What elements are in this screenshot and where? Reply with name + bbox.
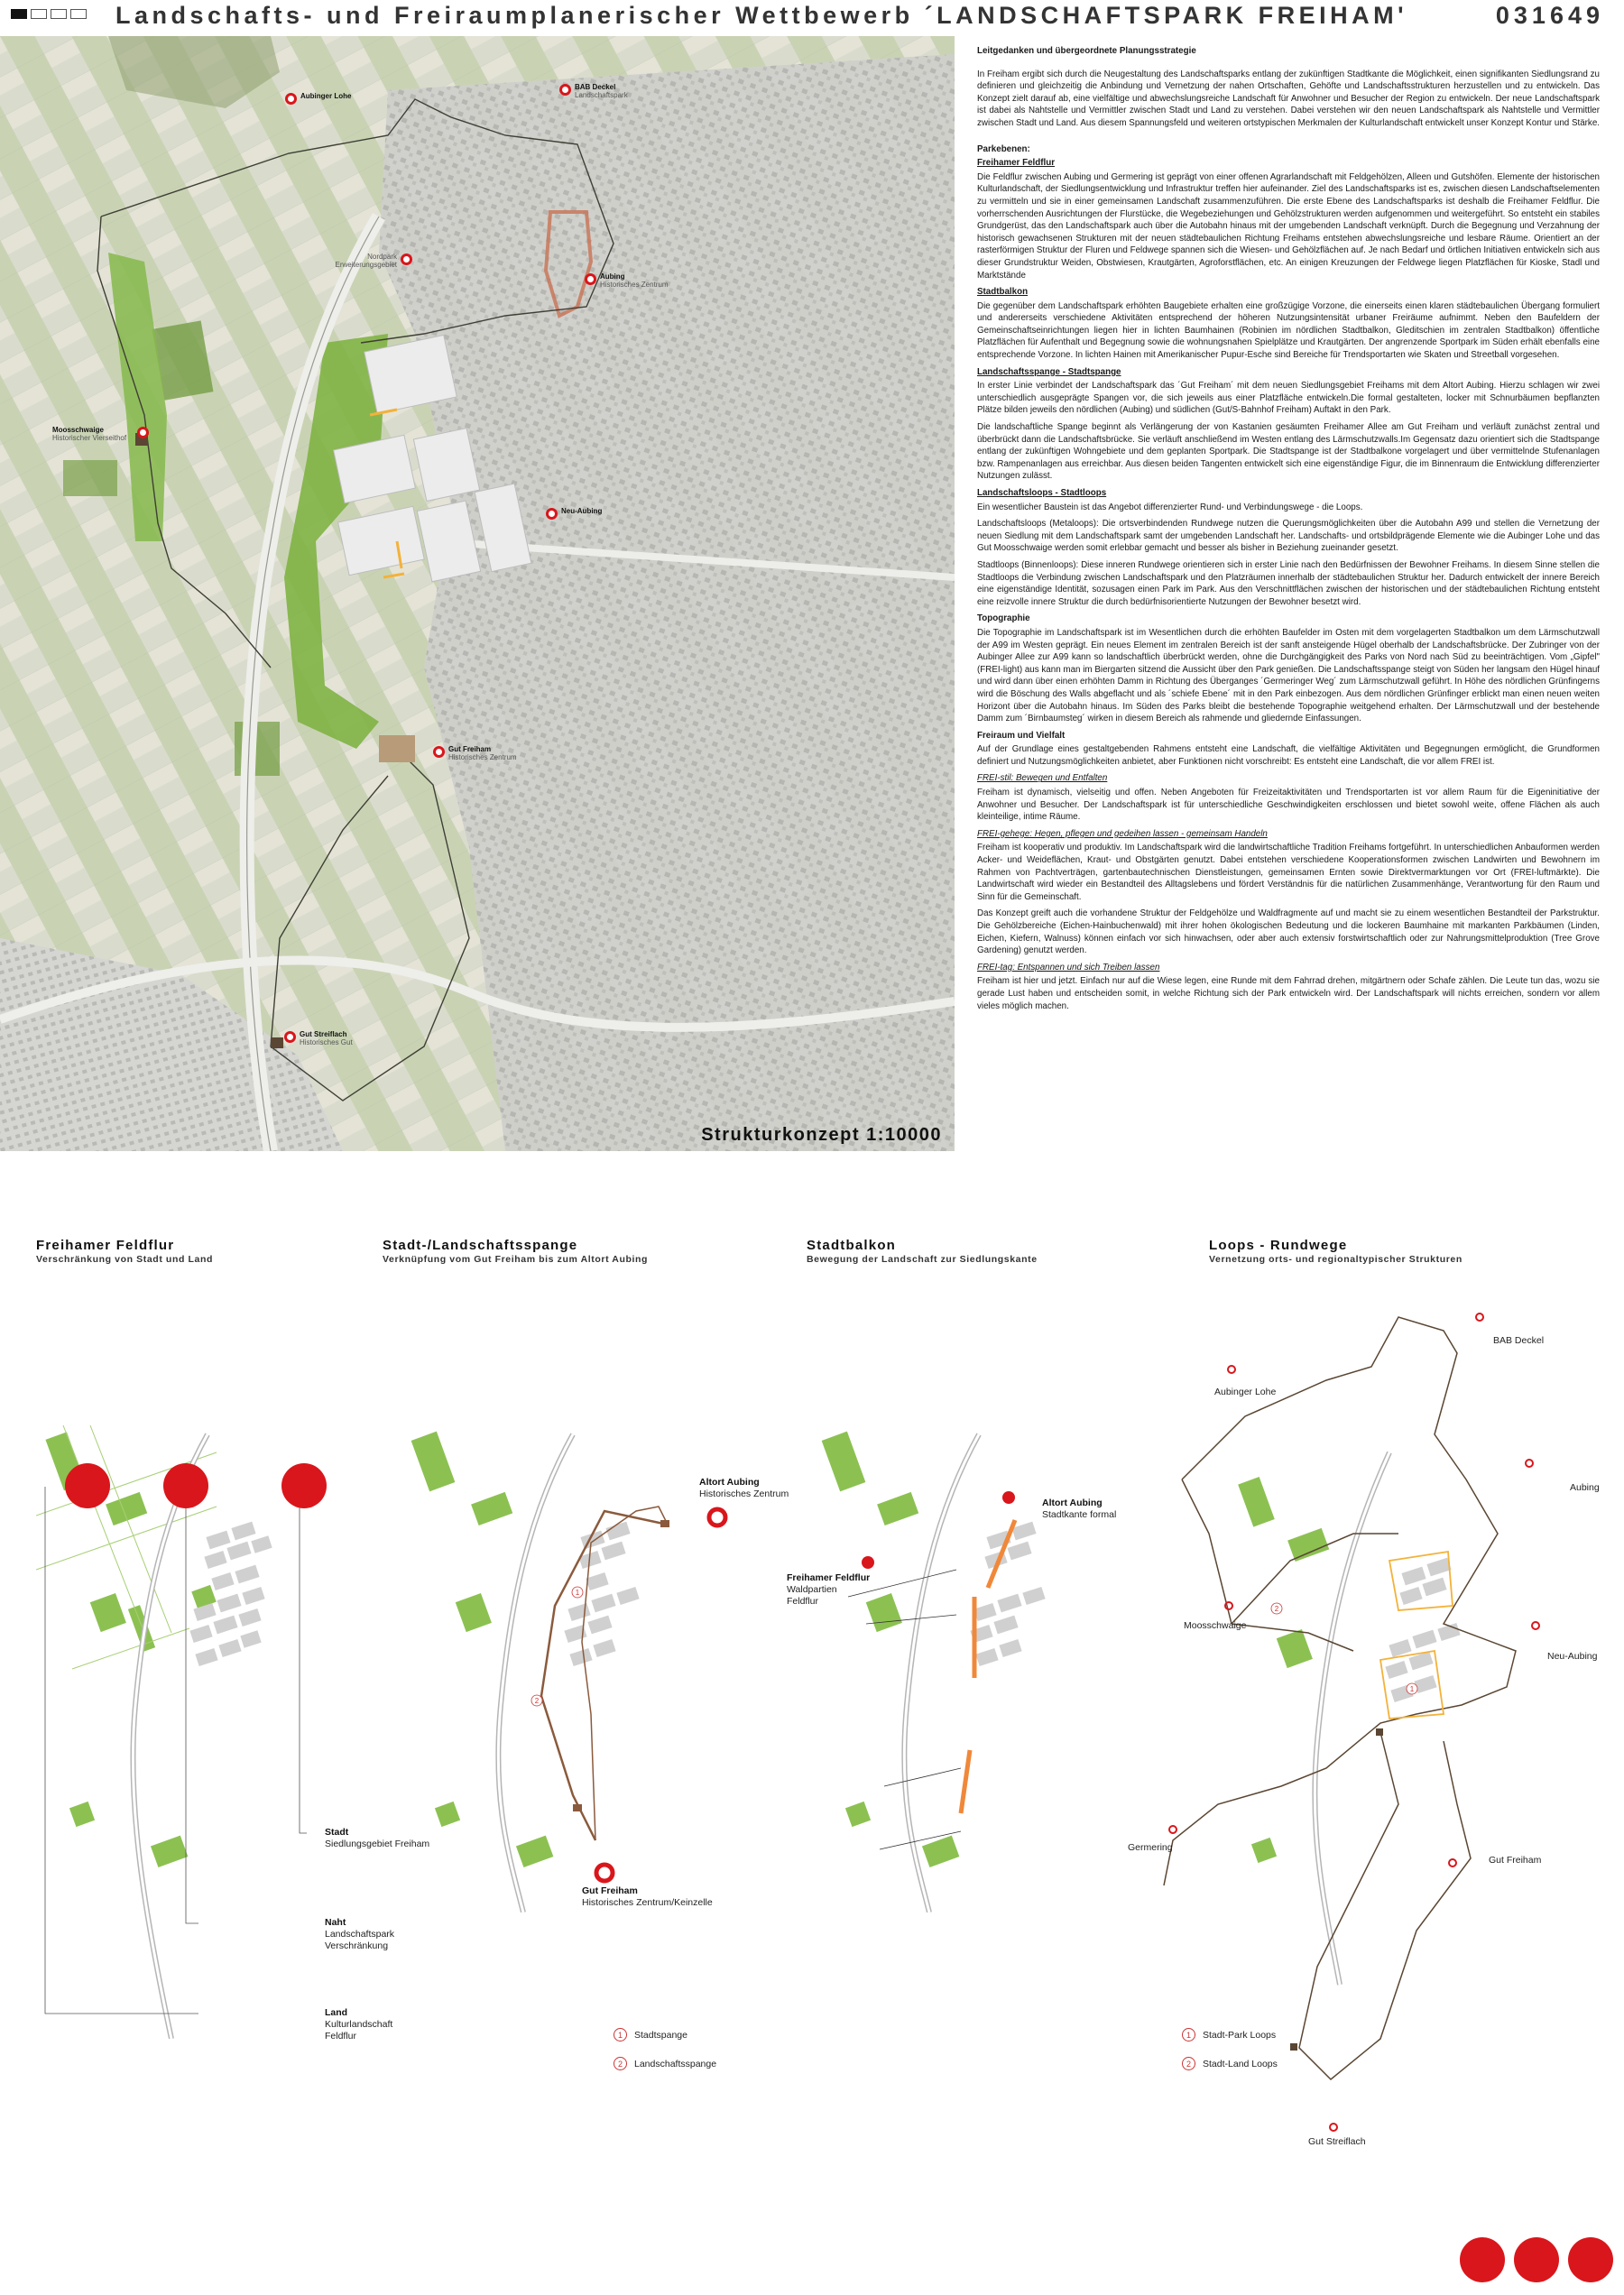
paragraph: Die landschaftliche Spange beginnt als Verlängerung der von Kastanien gesäumten Freihamer Allee am Gut Freiham und verläuft zunächst zentral und überbrückt dann die Landschaftsbrücke. Sie verläuft anschließend im Westen entlang des Lärmschutzwalls.Im Gegensatz dazu orientiert sich die Stadtspange entlang der zukünftigen Wohngebiete und dem geplanten Sportpark. Die Stadtspange ist der Stadtbalkone vorgelagert und über vermittelnde Stufenanlagen bzw. Rampenanlagen aus erreichbar. Aus diesen beiden Tangenten entwickelt sich eine eigenständige Figur, die im Binnenraum die Entwicklung differenzierter Nutzungen zulässt.	[977, 422, 1600, 482]
legend-label: Stadtspange	[634, 2029, 687, 2041]
legend-landschaftsspange	[614, 2057, 716, 2070]
heading: Landschaftsspange - Stadtspange	[977, 366, 1121, 377]
paragraph: Landschaftsloops (Metaloops): Die ortsverbindenden Rundwege nutzen die Querungsmöglichkeiten über die Autobahn A99 und stellen die Vernetzung der neuen Siedlung mit dem Landschaftspark samt der umgebenden Landschaft her. Landschafts- und ortsbildprägende Elemente wie die Aubinger Lohe und das Gut Moosschwaige werden somit erlebbar gemacht und besser als bisher in Beziehung zueinander gesetzt.	[977, 519, 1600, 554]
label-feldflur	[787, 1572, 870, 1608]
heading: Freiraum und Vielfalt	[977, 730, 1066, 741]
poi-moosschwaige[interactable]	[52, 426, 149, 442]
legend-stadt-land-loops	[1182, 2057, 1278, 2070]
label-bab-deckel: BAB Deckel	[1493, 1335, 1545, 1346]
paragraph: Freiham ist hier und jetzt. Einfach nur auf die Wiese legen, eine Runde mit dem Fahrrad drehen, mitgärtnern oder Schafe zählen. Die Leute tun das, wozu sie gerade Lust haben und entscheiden somit, in welche Richtung sich der Park entwickeln wird. Der Landschaftspark will nichts erreichen, sondern vor allem vieles möglich machen.	[977, 976, 1600, 1011]
panel-title-loops: Loops - Rundwege	[1209, 1238, 1348, 1253]
sheet-indicator-box	[70, 9, 87, 19]
label-neu-aubing: Neu-Aubing	[1547, 1651, 1598, 1662]
structure-map	[0, 36, 955, 1151]
label-title: Gut Freiham	[582, 1885, 638, 1896]
legend-stadtspange	[614, 2028, 687, 2042]
poi-aubing[interactable]	[585, 272, 669, 289]
leader-lines	[45, 1481, 307, 2014]
poi-nordpark[interactable]	[325, 253, 412, 269]
gut-freiham-buildings	[379, 735, 415, 762]
paragraph: In erster Linie verbindet der Landschaftspark das ´Gut Freiham´ mit dem neuen Siedlungsgebiet Freihams mit dem Altort Aubing. Hierzu schlagen wir zwei unterschiedlich ausgeprägte Spangen vor, die sich jeweils aus einer Platzfläche entwickeln.Die formal gestalteten, locker mit Schnurbäumen bepflanzten Plätze bilden jeweils den nördlichen (Aubing) und südlichen (Gut/S-Bahnhof Freiham) Auftakt in den Park.	[977, 381, 1600, 416]
label-gut-freiham	[582, 1885, 713, 1909]
heading: FREI-gehege: Hegen, pflegen und gedeihen lassen - gemeinsam Handeln	[977, 828, 1268, 839]
factory-icon	[1568, 2237, 1613, 2282]
poi-subtitle: Nordpark Erweiterungsgebiet	[335, 253, 397, 269]
poi-subtitle: Landschaftspark	[575, 91, 628, 99]
label-stadtkante	[1042, 1498, 1116, 1521]
label-aubing: Aubing	[1570, 1482, 1600, 1493]
poi-aubinger-lohe[interactable]	[285, 92, 351, 105]
panel-title-stadtbalkon: Stadtbalkon	[807, 1238, 897, 1253]
heading: Leitgedanken und übergeordnete Planungsstrategie	[977, 46, 1196, 56]
sheet-indicator	[11, 9, 87, 19]
panel-subtitle-loops: Vernetzung orts- und regionaltypischer Strukturen	[1209, 1254, 1463, 1265]
paragraph: Das Konzept greift auch die vorhandene Struktur der Feldgehölze und Waldfragmente auf und macht sie zu einem wesentlichen Bestandteil der Parkstruktur. Die Gehölzbereiche (Eichen-Hainbuchenwald) mit ihrer hohen ökologischen Bedeutung und die lockeren Baumhaine mit markanten Parkbäumen (Linden, Eichen, Kiefern, Walnuss) können einfach vor sich hinwachsen, oder aber auch extensiv forstwirtschaftlich oder zur Nahrungsmittelproduktion (Tree Grove Gardening) genutzt werden.	[977, 908, 1600, 956]
panel-title-feldflur: Freihamer Feldflur	[36, 1238, 175, 1253]
label-title: Altort Aubing	[699, 1477, 760, 1488]
spange-node	[660, 1520, 669, 1527]
label-title: Land	[325, 2007, 348, 2018]
farm-icon	[1460, 2237, 1505, 2282]
spange-node	[573, 1804, 582, 1811]
label-title: Stadt	[325, 1827, 349, 1838]
loop-node	[1376, 1728, 1383, 1736]
paragraph: Die Feldflur zwischen Aubing und Germering ist geprägt von einer offenen Agrarlandschaft mit Feldgehölzen, Alleen und Gutshöfen. Elemente der historischen Kulturlandschaft, der Siedlungsentwicklung und Infrastruktur treffen hier aufeinander. Ziel des Landschaftsparks ist es, zwischen diesen Landschaftselementen zu vermitteln und sie in einer gemeinsamen Landschaft zusammenzuführen. Die erste Ebene des Landschaftsparks ist deshalb die Freihamer Feldflur. Die vorherrschenden Ausrichtungen der Flurstücke, die Wegebeziehungen und Gehölzstrukturen werden aufgenommen und weitergeführt. So entsteht ein stabiles Grundgerüst, das den Landschaftspark auch über die Autobahn hinaus mit der umgebenden Landschaft verknüpft. Durch die Begegnung und Verzahnung der historisch gewachsenen Strukturen mit der neuen städtebaulichen Richtung Freihams entstehen abwechslungsreiche und lesbare Räume. Orientiert an der rasterförmigen Struktur der Fluren und Feldwege spannen sich die Wiesen- und Gehölzflächen auf. Je nach Bedarf und örtlichen Initiativen entwickeln sich aus dieser Grundstruktur Weiden, Obstwiesen, Krautgärten, Agroforstflächen, etc. An einigen Kreuzungen der Feldwege liegen Platzflächen für Kioske, Stadl und Marktstände	[977, 171, 1600, 281]
factory-icon	[281, 1463, 327, 1508]
heading: FREI-stil: Bewegen und Entfalten	[977, 773, 1108, 784]
label-title: Altort Aubing	[1042, 1498, 1103, 1508]
heading: Landschaftsloops - Stadtloops	[977, 488, 1107, 498]
poi-subtitle: Historischer Vierseithof	[52, 434, 127, 442]
poi-subtitle: Historisches Zentrum	[600, 281, 669, 289]
label-text: Siedlungsgebiet Freiham	[325, 1839, 430, 1849]
location-marker-icon	[285, 93, 297, 105]
forest-patch	[63, 460, 117, 496]
poi-bab-deckel[interactable]	[559, 83, 628, 99]
location-marker-icon	[433, 746, 445, 758]
panel-subtitle-feldflur: Verschränkung von Stadt und Land	[36, 1254, 213, 1265]
feldflur-marker	[862, 1556, 874, 1569]
landschaftsspange-path	[541, 1511, 668, 1840]
paragraph: Freiham ist kooperativ und produktiv. Im Landschaftspark wird die landwirtschaftliche Tradition Freihams fortgeführt. In unterschiedlichen Anbauformen werden Acker- und Weideflächen, Kraut- und Obstgärten genutzt. Dabei entstehen verschiedene Kooperationsformen zwischen Landwirten und Bewohnern im Rahmen von Pachtverträgen, gartenbautechnischen Dienstleistungen, gemeinsamen Ernten sowie Direktvermarktungen vor Ort (FREI-luftmärkte). Die Landwirtschaft wird wieder ein Bestandteil des Alltagslebens und fördert Verständnis für die natürlichen Zusammenhänge, Verantwortung für den Raum und Sinn für die Gemeinschaft.	[977, 843, 1600, 902]
explanatory-text	[977, 45, 1600, 1017]
heading: FREI-tag: Entspannen und sich Treiben lassen	[977, 962, 1160, 972]
green-fields	[822, 1432, 960, 1867]
dna-icon	[163, 1463, 208, 1508]
label-altort-aubing	[699, 1477, 789, 1500]
map-scale-caption: Strukturkonzept 1:10000	[701, 1125, 942, 1145]
label-text: Historisches Zentrum/Keinzelle	[582, 1897, 713, 1908]
number-label: 1	[575, 1589, 580, 1597]
label-title: Freihamer Feldflur	[787, 1572, 871, 1583]
heading: Freihamer Feldflur	[977, 158, 1056, 169]
paragraph: Stadtloops (Binnenloops): Diese inneren Rundwege orientieren sich in erster Linie nach den Bedürfnissen der Bewohner Freihams. In diesem Sinne stellen die Stadtloops die Verbindung zwischen Landschaftspark und den Platzräumen innerhalb der städtebaulichen Struktur her. Dadurch entwickelt der innere Bereich eine eigenständige Identität, sozusagen einen Park im Park. Aus den Verschnittflächen zwischen der historischen und der städtebaulichen Richtung entsteht eine reizvolle innere Struktur die durch bedürfnisorientierte Nutzungen der Bewohner besetzt wird.	[977, 559, 1600, 607]
label-moosschwaige: Moosschwaige	[1184, 1620, 1247, 1631]
location-marker-icon	[137, 427, 149, 438]
number-label: 1	[614, 2028, 627, 2042]
label-text: Landschaftspark Verschränkung	[325, 1929, 395, 1951]
altort-aubing-marker	[709, 1509, 725, 1525]
label-gut-freiham: Gut Freiham	[1489, 1855, 1542, 1866]
paragraph: Freiham ist dynamisch, vielseitig und offen. Neben Angeboten für Freizeitaktivitäten und Trendsportarten ist vor allem Raum für die Eigeninitiative der Anwohner und Besucher. Der Landschaftspark ist für unterschiedliche Geschwindigkeiten erschlossen und bietet sowohl weite, offene Flächen als auch kleinteilige, intime Räume.	[977, 788, 1600, 823]
number-label: 1	[1182, 2028, 1195, 2042]
panel-subtitle-stadtbalkon: Bewegung der Landschaft zur Siedlungskante	[807, 1254, 1038, 1265]
number-label: 2	[1274, 1605, 1279, 1613]
heading: Topographie	[977, 613, 1030, 624]
panel-subtitle-spange: Verknüpfung vom Gut Freiham bis zum Altort Aubing	[383, 1254, 649, 1265]
heading: Parkebenen:	[977, 143, 1030, 154]
location-marker-icon	[401, 253, 412, 265]
heading: Stadtbalkon	[977, 287, 1029, 298]
paragraph: Die gegenüber dem Landschaftspark erhöhten Baugebiete erhalten eine großzügige Vorzone, die einerseits einen klaren städtebaulichen Übergang formuliert und andererseits verschiedene Aktivitäten entsprechend der höheren Nutzungsintensität urbaner Freiräume aufnimmt. Neben den Baufeldern der Gemeinschaftseinrichtungen liegen hier in lichten Baumhainen (Robinien im nördlichen Stadtbalkon, Gleditschien im zentralen Stadtbalkon) öffentliche Platzflächen für Aufenthalt und Begegnung sowie die wohnungsnahen Spielplätze und Krautgärten. Der angrenzende Sportpark im Süden erhält ebenfalls eine entsprechende Vorzone. In lichten Hainen mit Amerikanischer Pupur-Esche sind Bereiche für Trendsportarten wie Skaten und Streetball vorgesehen.	[977, 300, 1600, 361]
diagram-loops	[1146, 1263, 1597, 2183]
number-label: 1	[1409, 1685, 1415, 1693]
number-label: 2	[614, 2057, 627, 2070]
legend-label: Stadt-Park Loops	[1203, 2029, 1277, 2041]
poi-name: Moosschwaige	[52, 426, 104, 434]
paragraph: Die Topographie im Landschaftspark ist im Wesentlichen durch die erhöhten Baufelder im Osten mit dem vorgelagerten Stadtbalkon um dem Lärmschutzwall der A99 im Westen geprägt. Ein neues Element im zentralen Bereich ist der sanft ansteigende Hügel oberhalb der Landschaftsbrücke. Der Zubringer von der Aubinger Allee zur A99 kann so landschaftlich überbrückt werden, ohne die Durchgängigkeit des Parks von Nord nach Süd zu beeinträchtigen. Vom „Gipfel" (FREI-light) aus kann man im Biergarten sitzend die Aussicht über den Park genießen. Die Landschaftsspange steigt von Süden her langsam den Hügel hinauf und wird dann über einen erhöhten Damm in Richtung des Überganges ´Germeringer Weg´ zum Lärmschutzwall geführt. In Höhe des nördlichen Grünfingerns wird die Böschung des Walls abgeflacht und als ´schiefe Ebene´ mit in den Park einbezogen. Aus dem nördlichen Grünfinger erblickt man einen neuen weiten Horizont über die Autobahn hinaus. Im Süden des Parks bleibt die bestehende Topographie weitgehend erhalten. Der Lärmschutzwall und der bestehende Damm zum ´Birnbaumsteg´ wirken in diesem Bereich als rahmende und gliedernde Einfassungen.	[977, 627, 1600, 724]
poi-subtitle: Historisches Gut	[300, 1038, 353, 1046]
farm-icon	[65, 1463, 110, 1508]
number-label: 2	[534, 1697, 540, 1705]
aerial-map	[0, 36, 955, 1151]
green-fields	[411, 1432, 554, 1867]
poi-name: BAB Deckel	[575, 83, 616, 91]
location-marker-icon	[284, 1031, 296, 1043]
poi-name: Gut Freiham	[448, 745, 492, 753]
label-text: Historisches Zentrum	[699, 1489, 789, 1499]
number-label: 2	[1182, 2057, 1195, 2070]
district-blocks	[1385, 1558, 1460, 1702]
motorway	[133, 1434, 208, 2039]
label-text: Waldpartien Feldflur	[787, 1584, 837, 1607]
paragraph: Ein wesentlicher Baustein ist das Angebot differenzierter Rund- und Verbindungswege - die Loops.	[977, 502, 1363, 512]
gut-freiham-marker	[596, 1865, 613, 1881]
poi-gut-streiflach[interactable]	[284, 1030, 353, 1046]
sheet-indicator-box	[51, 9, 67, 19]
poi-neu-aubing[interactable]	[546, 507, 602, 520]
poi-subtitle: Historisches Zentrum	[448, 753, 517, 761]
page-title: Landschafts- und Freiraumplanerischer Wettbewerb ´LANDSCHAFTSPARK FREIHAM'	[115, 2, 1408, 29]
poi-name: Gut Streiflach	[300, 1030, 347, 1038]
location-marker-icon	[546, 508, 558, 520]
loop-node	[1290, 2043, 1297, 2051]
legend-label: Landschaftsspange	[634, 2058, 717, 2069]
sheet-indicator-box	[11, 9, 27, 19]
location-marker-icon	[585, 273, 596, 285]
altort-marker	[1002, 1491, 1015, 1504]
label-title: Naht	[325, 1917, 346, 1928]
poi-name: Aubing	[600, 272, 625, 281]
poi-name: Neu-Aubing	[561, 507, 603, 515]
header	[0, 0, 1624, 36]
diagram-stadtbalkon	[812, 1407, 1101, 1912]
poi-name: Aubinger Lohe	[300, 92, 352, 100]
paragraph: In Freiham ergibt sich durch die Neugestaltung des Landschaftsparks entlang der zukünftigen Stadtkante die Möglichkeit, einen signifikanten Siedlungsrand zu definieren und gleichzeitig die Anbindung und Vernetzung der nahen Ortschaften, Gehöfte und Landschaftsstrukturen herzustellen und zu entwickeln. Das Konzept zielt darauf ab, eine vielfältige und abwechslungsreiche Landschaft für Anwohner und Besucher der Region zu entwickeln. Der neue Landschaftspark ist dabei als Nahtstelle und Vermittler zwischen Stadt und Land zu verstehen. Dabei verstehen wir den neuen Landschaftspark als Nahtstelle und Vermittler zwischen Stadt und Land. Aus diesem Spannungsfeld und weiteren ortstypischen Merkmalen der Kulturlandschaft entwickelt unser Konzept Kontur und Stärke.	[977, 69, 1600, 128]
poi-gut-freiham[interactable]	[433, 745, 517, 761]
panel-title-spange: Stadt-/Landschaftsspange	[383, 1238, 578, 1253]
label-naht	[325, 1917, 394, 1952]
sheet-indicator-box	[31, 9, 47, 19]
label-text: Stadtkante formal	[1042, 1509, 1117, 1520]
legend-label: Stadt-Land Loops	[1203, 2058, 1278, 2069]
label-aubinger-lohe: Aubinger Lohe	[1214, 1387, 1277, 1397]
dna-icon	[1514, 2237, 1559, 2282]
label-land	[325, 2007, 392, 2042]
location-marker-icon	[559, 84, 571, 96]
competition-code: 031649	[1495, 2, 1604, 29]
gut-streiflach-buildings	[271, 1037, 283, 1048]
label-text: Kulturlandschaft Feldflur	[325, 2019, 393, 2042]
label-gut-streiflach: Gut Streiflach	[1308, 2136, 1366, 2147]
label-germering: Germering	[1128, 1842, 1173, 1853]
legend-stadt-park-loops	[1182, 2028, 1276, 2042]
paragraph: Auf der Grundlage eines gestaltgebenden Rahmens entsteht eine Landschaft, die vielfältige Aktivitäten und Begegnungen ermöglicht, die Grundformen definiert und Nutzungsmöglichkeiten anbietet, aber Funktionen nicht vorschreibt: Es entsteht eine Landschaft, die vor allem FREI ist.	[977, 744, 1600, 767]
